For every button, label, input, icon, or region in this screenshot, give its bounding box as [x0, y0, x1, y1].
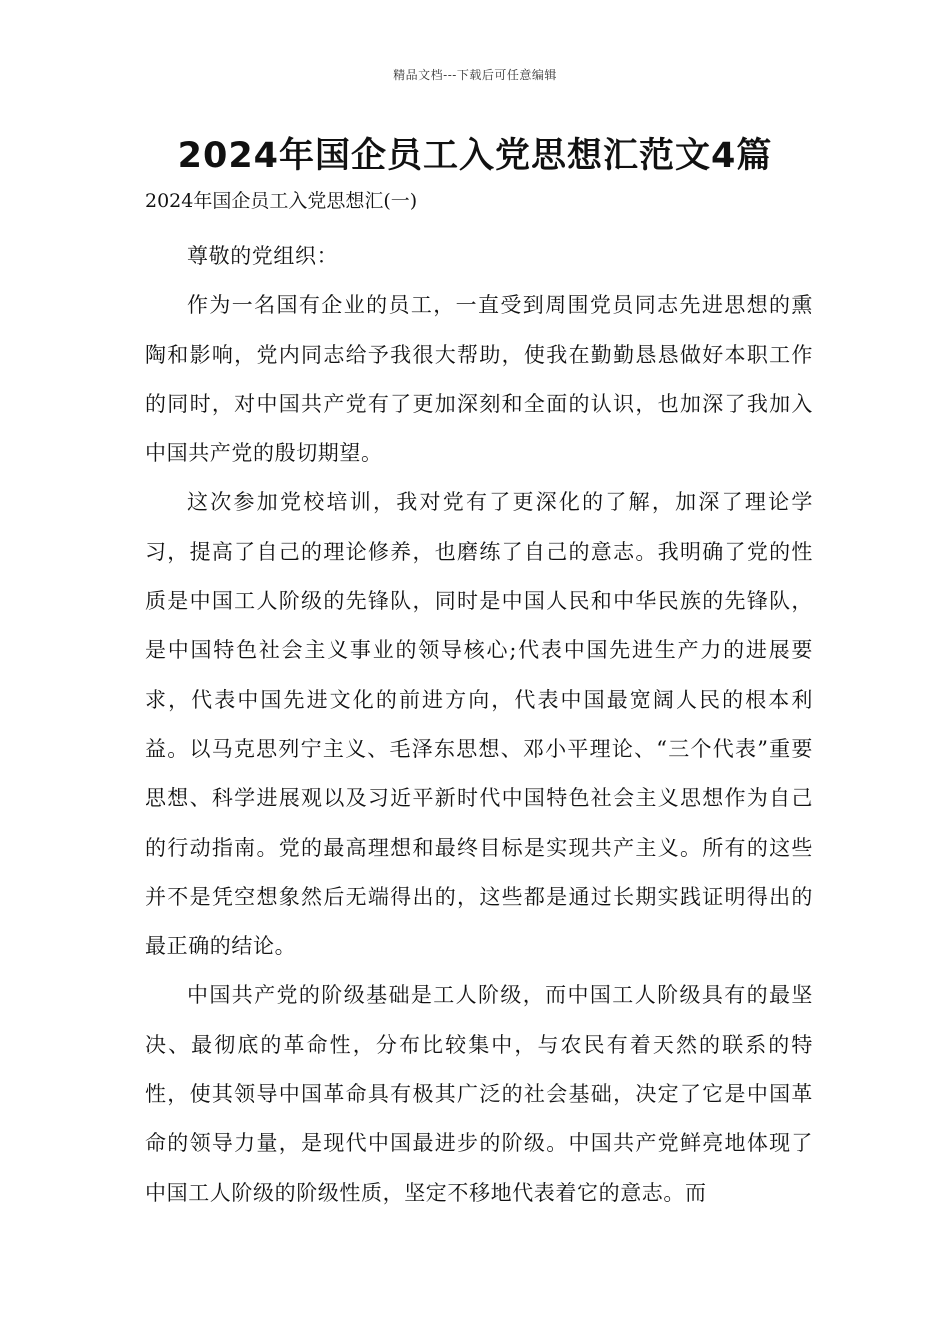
- section-heading: 2024年国企员工入党思想汇(一): [145, 190, 418, 212]
- paragraph: 这次参加党校培训，我对党有了更深化的了解，加深了理论学习，提高了自己的理论修养，也磨练了自己的意志。我明确了党的性质是中国工人阶级的先锋队，同时是中国人民和中华民族的先锋队，是中国特色社会主义事业的领导核心;代表中国先进生产力的进展要求，代表中国先进文化的前进方向，代表中国最宽阔人民的根本利益。以马克思列宁主义、毛泽东思想、邓小平理论、“三个代表”重要思想、科学进展观以及习近平新时代中国特色社会主义思想作为自己的行动指南。党的最高理想和最终目标是实现共产主义。所有的这些并不是凭空想象然后无端得出的，这些都是通过长期实践证明得出的最正确的结论。: [145, 490, 813, 959]
- header-note: 精品文档---下载后可任意编辑: [393, 68, 557, 82]
- paragraph: 中国共产党的阶级基础是工人阶级，而中国工人阶级具有的最坚决、最彻底的革命性，分布比较集中，与农民有着天然的联系的特性，使其领导中国革命具有极其广泛的社会基础，决定了它是中国革命的领导力量，是现代中国最进步的阶级。中国共产党鲜亮地体现了中国工人阶级的阶级性质，坚定不移地代表着它的意志。而: [145, 983, 813, 1205]
- paragraph: 作为一名国有企业的员工，一直受到周围党员同志先进思想的熏陶和影响，党内同志给予我很大帮助，使我在勤勤恳恳做好本职工作的同时，对中国共产党有了更加深刻和全面的认识，也加深了我加入中国共产党的殷切期望。: [145, 293, 813, 466]
- document-title: 2024年国企员工入党思想汇范文4篇: [177, 136, 773, 176]
- document-body: [145, 232, 813, 1218]
- salutation: 尊敬的党组织：: [187, 244, 339, 268]
